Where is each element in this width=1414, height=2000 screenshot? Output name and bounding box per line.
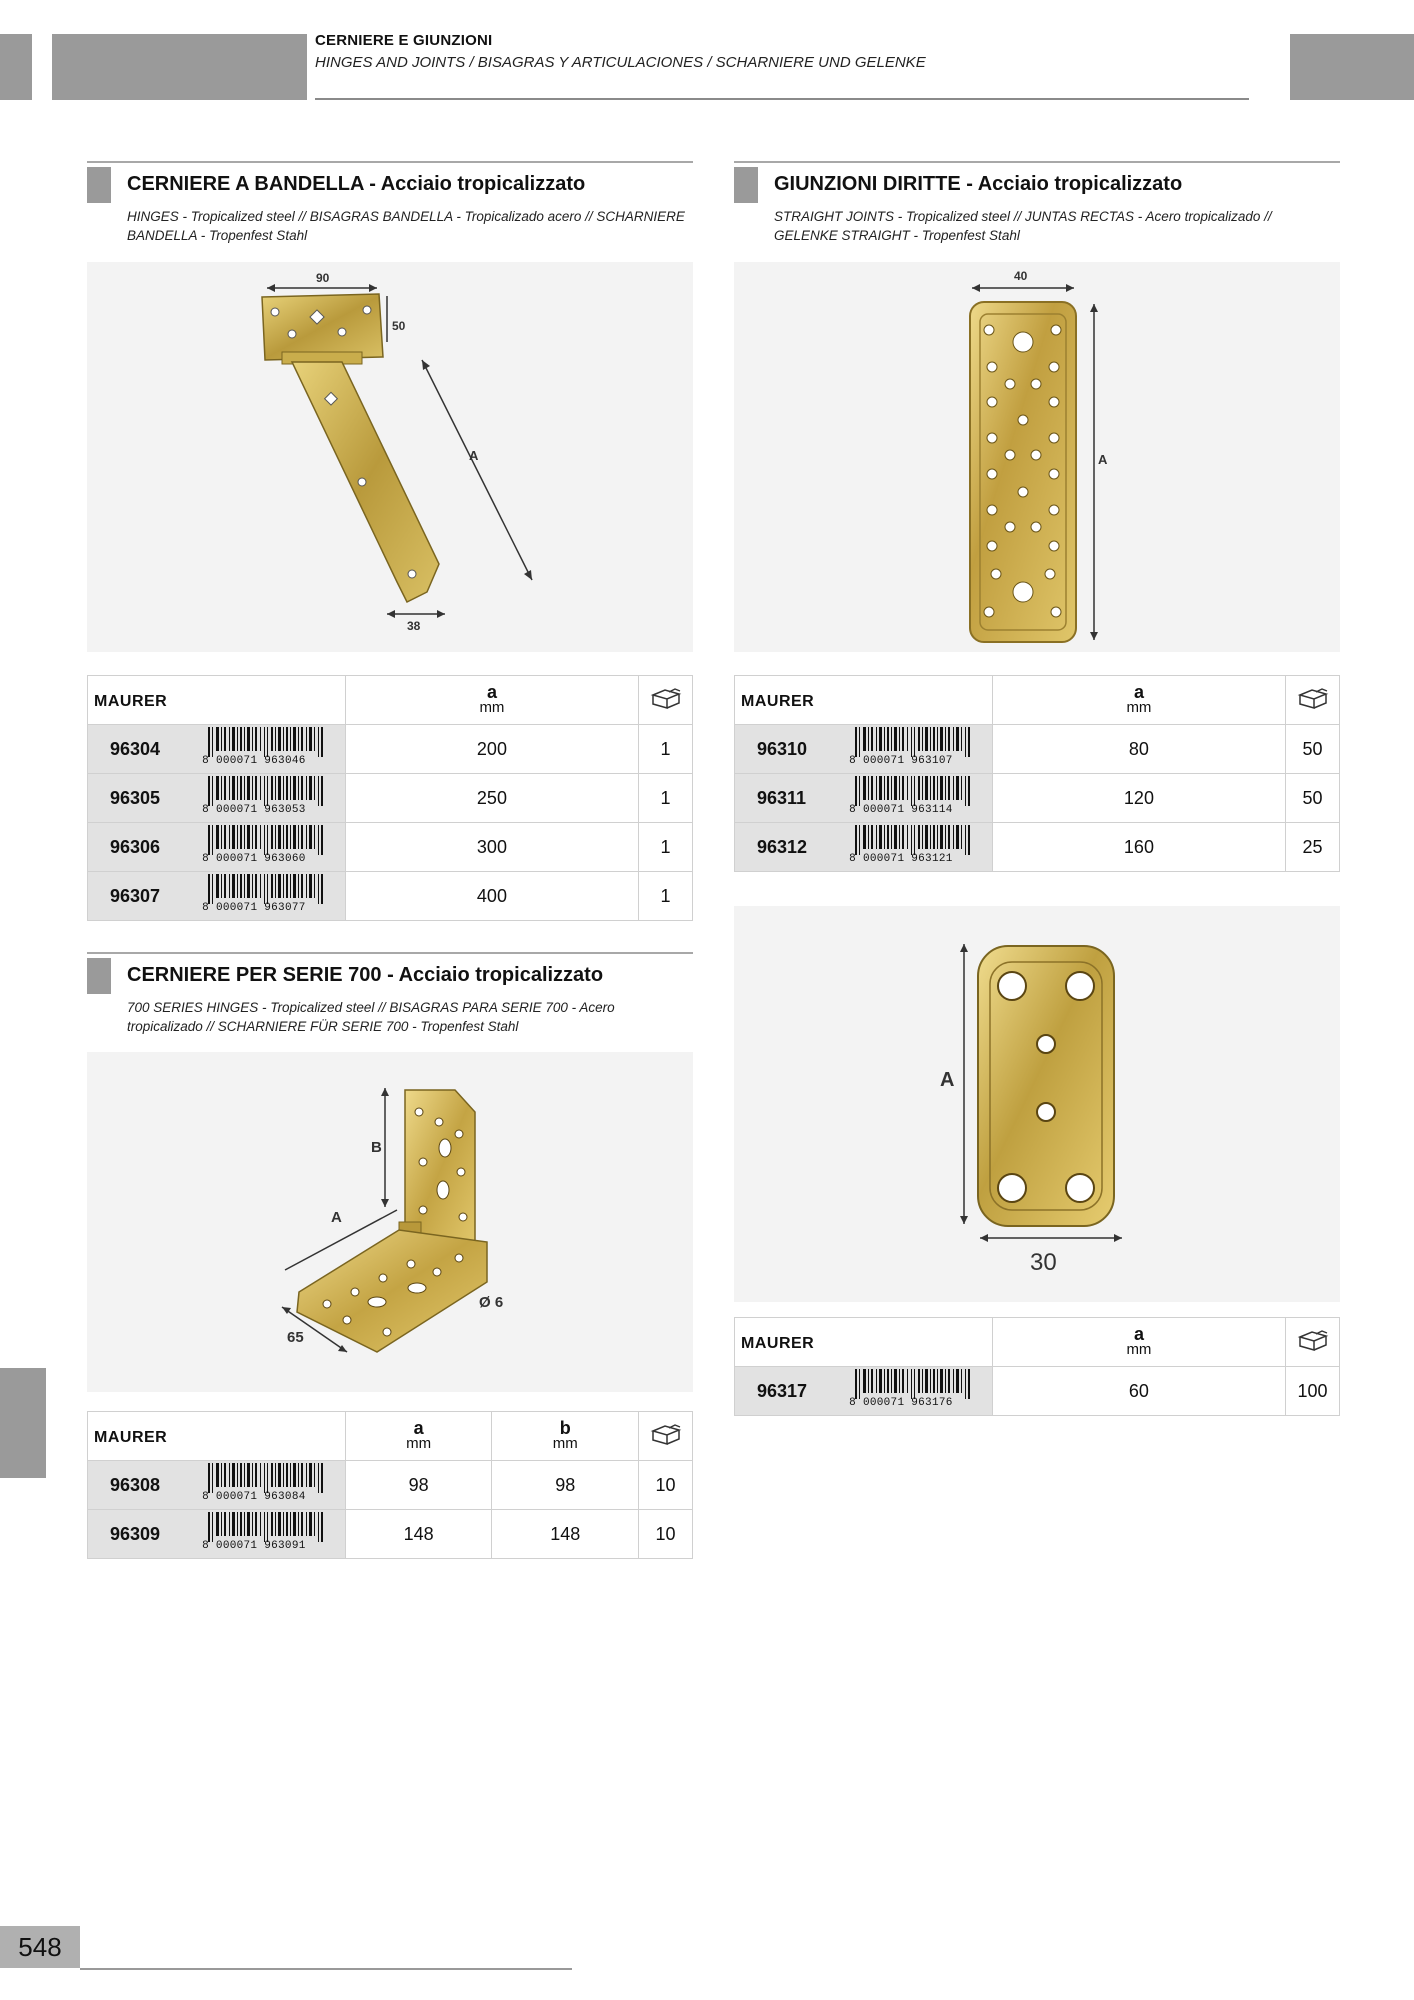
pack-qty: 1 bbox=[639, 872, 693, 921]
dim-width-label: 30 bbox=[1030, 1249, 1057, 1276]
pack-qty: 10 bbox=[639, 1461, 693, 1510]
product-code: 96306 bbox=[88, 823, 188, 872]
value-a: 400 bbox=[345, 872, 638, 921]
section-series-700-hinges bbox=[87, 952, 693, 1042]
brand-logo: MAURER bbox=[735, 676, 835, 725]
value-a: 60 bbox=[992, 1367, 1285, 1416]
table-row bbox=[735, 1367, 1340, 1416]
product-code: 96305 bbox=[88, 774, 188, 823]
dim-length-label: A bbox=[940, 1069, 955, 1091]
table-header-row bbox=[88, 1412, 693, 1461]
value-b: 148 bbox=[492, 1510, 639, 1559]
product-image-short-joint bbox=[734, 906, 1340, 1302]
product-code: 96309 bbox=[88, 1510, 188, 1559]
table-row bbox=[735, 823, 1340, 872]
brand-logo: MAURER bbox=[88, 1412, 188, 1461]
table-row bbox=[735, 725, 1340, 774]
product-code: 96311 bbox=[735, 774, 835, 823]
dim-tip-label: 38 bbox=[407, 619, 421, 633]
table-row bbox=[88, 872, 693, 921]
header-right-block bbox=[1290, 34, 1414, 100]
barcode: 8 000071 963084 bbox=[187, 1461, 345, 1510]
pack-qty: 1 bbox=[639, 774, 693, 823]
header-left-tab bbox=[0, 34, 32, 100]
dim-hole-label: Ø 6 bbox=[479, 1294, 504, 1311]
pack-qty: 50 bbox=[1286, 774, 1340, 823]
pack-qty: 1 bbox=[639, 823, 693, 872]
dim-depth-label: 65 bbox=[287, 1329, 304, 1346]
pack-qty: 100 bbox=[1286, 1367, 1340, 1416]
package-icon-header bbox=[639, 1412, 693, 1461]
section-straight-joints bbox=[734, 161, 1340, 251]
column-a-header: a mm bbox=[992, 1318, 1285, 1367]
table-row bbox=[88, 1510, 693, 1559]
dim-a-label: A bbox=[331, 1209, 342, 1226]
value-a: 80 bbox=[992, 725, 1285, 774]
product-table-series-700 bbox=[87, 1411, 693, 1559]
section-rule bbox=[87, 161, 693, 163]
page-number: 548 bbox=[0, 1926, 80, 1968]
barcode: 8 000071 963077 bbox=[187, 872, 345, 921]
barcode: 8 000071 963121 bbox=[834, 823, 992, 872]
section-marker bbox=[87, 167, 111, 203]
package-icon bbox=[650, 1422, 682, 1446]
page-header-subtitle: HINGES AND JOINTS / BISAGRAS Y ARTICULACIONES / SCHARNIERE UND GELENKE bbox=[315, 54, 926, 71]
barcode: 8 000071 963053 bbox=[187, 774, 345, 823]
product-code: 96307 bbox=[88, 872, 188, 921]
dim-length-label: A bbox=[1098, 452, 1108, 467]
product-code: 96317 bbox=[735, 1367, 835, 1416]
pack-qty: 1 bbox=[639, 725, 693, 774]
column-a-header: a mm bbox=[992, 676, 1285, 725]
product-code: 96304 bbox=[88, 725, 188, 774]
package-icon-header bbox=[639, 676, 693, 725]
section-title: GIUNZIONI DIRITTE - Acciaio tropicalizzato bbox=[774, 173, 1183, 195]
dim-width-label: 90 bbox=[316, 271, 330, 285]
dim-b-label: B bbox=[371, 1139, 382, 1156]
table-row bbox=[88, 774, 693, 823]
package-icon-header bbox=[1286, 1318, 1340, 1367]
column-a-header: a mm bbox=[345, 676, 638, 725]
section-subtitle: STRAIGHT JOINTS - Tropicalized steel // JUNTAS RECTAS - Acero tropicalizado // GELENKE STRAIGHT - Tropenfest Stahl bbox=[774, 209, 1272, 243]
value-a: 98 bbox=[345, 1461, 492, 1510]
pack-qty: 25 bbox=[1286, 823, 1340, 872]
product-code: 96312 bbox=[735, 823, 835, 872]
barcode: 8 000071 963114 bbox=[834, 774, 992, 823]
page-header-title: CERNIERE E GIUNZIONI bbox=[315, 32, 493, 49]
product-image-straight-joint bbox=[734, 262, 1340, 652]
table-header-row bbox=[735, 1318, 1340, 1367]
section-subtitle: HINGES - Tropicalized steel // BISAGRAS BANDELLA - Tropicalizado acero // SCHARNIERE BANDELLA - Tropenfest Stahl bbox=[127, 209, 685, 243]
value-a: 160 bbox=[992, 823, 1285, 872]
header-left-block bbox=[52, 34, 307, 100]
barcode: 8 000071 963060 bbox=[187, 823, 345, 872]
value-a: 300 bbox=[345, 823, 638, 872]
side-tab bbox=[0, 1368, 46, 1478]
barcode: 8 000071 963107 bbox=[834, 725, 992, 774]
product-code: 96308 bbox=[88, 1461, 188, 1510]
product-image-bandella-hinge bbox=[87, 262, 693, 652]
header-rule bbox=[315, 98, 1249, 100]
barcode: 8 000071 963176 bbox=[834, 1367, 992, 1416]
package-icon-header bbox=[1286, 676, 1340, 725]
product-table-straight-joints bbox=[734, 675, 1340, 872]
brand-logo: MAURER bbox=[88, 676, 188, 725]
pack-qty: 10 bbox=[639, 1510, 693, 1559]
table-row bbox=[88, 725, 693, 774]
table-row bbox=[735, 774, 1340, 823]
value-a: 148 bbox=[345, 1510, 492, 1559]
product-table-short-joint bbox=[734, 1317, 1340, 1416]
dim-width-label: 40 bbox=[1014, 269, 1028, 283]
dim-height-label: 50 bbox=[392, 319, 406, 333]
section-title: CERNIERE PER SERIE 700 - Acciaio tropicalizzato bbox=[127, 964, 604, 986]
product-table-bandella bbox=[87, 675, 693, 921]
pack-qty: 50 bbox=[1286, 725, 1340, 774]
dim-length-label: A bbox=[469, 448, 479, 463]
section-rule bbox=[734, 161, 1340, 163]
value-a: 250 bbox=[345, 774, 638, 823]
value-a: 200 bbox=[345, 725, 638, 774]
section-title: CERNIERE A BANDELLA - Acciaio tropicalizzato bbox=[127, 173, 586, 195]
value-b: 98 bbox=[492, 1461, 639, 1510]
barcode: 8 000071 963091 bbox=[187, 1510, 345, 1559]
column-a-header: a mm bbox=[345, 1412, 492, 1461]
package-icon bbox=[1297, 1328, 1329, 1352]
brand-logo: MAURER bbox=[735, 1318, 835, 1367]
section-marker bbox=[87, 958, 111, 994]
package-icon bbox=[1297, 686, 1329, 710]
package-icon bbox=[650, 686, 682, 710]
table-row bbox=[88, 1461, 693, 1510]
column-b-header: b mm bbox=[492, 1412, 639, 1461]
section-rule bbox=[87, 952, 693, 954]
product-image-series-700-hinge bbox=[87, 1052, 693, 1392]
section-subtitle: 700 SERIES HINGES - Tropicalized steel // BISAGRAS PARA SERIE 700 - Acero tropicalizado // SCHARNIERE FÜR SERIE 700 - Tropenfest Stahl bbox=[127, 1000, 615, 1034]
product-code: 96310 bbox=[735, 725, 835, 774]
value-a: 120 bbox=[992, 774, 1285, 823]
barcode: 8 000071 963046 bbox=[187, 725, 345, 774]
table-header-row bbox=[88, 676, 693, 725]
section-marker bbox=[734, 167, 758, 203]
section-hinges-bandella bbox=[87, 161, 693, 251]
table-header-row bbox=[735, 676, 1340, 725]
table-row bbox=[88, 823, 693, 872]
footer-rule bbox=[80, 1968, 572, 1970]
